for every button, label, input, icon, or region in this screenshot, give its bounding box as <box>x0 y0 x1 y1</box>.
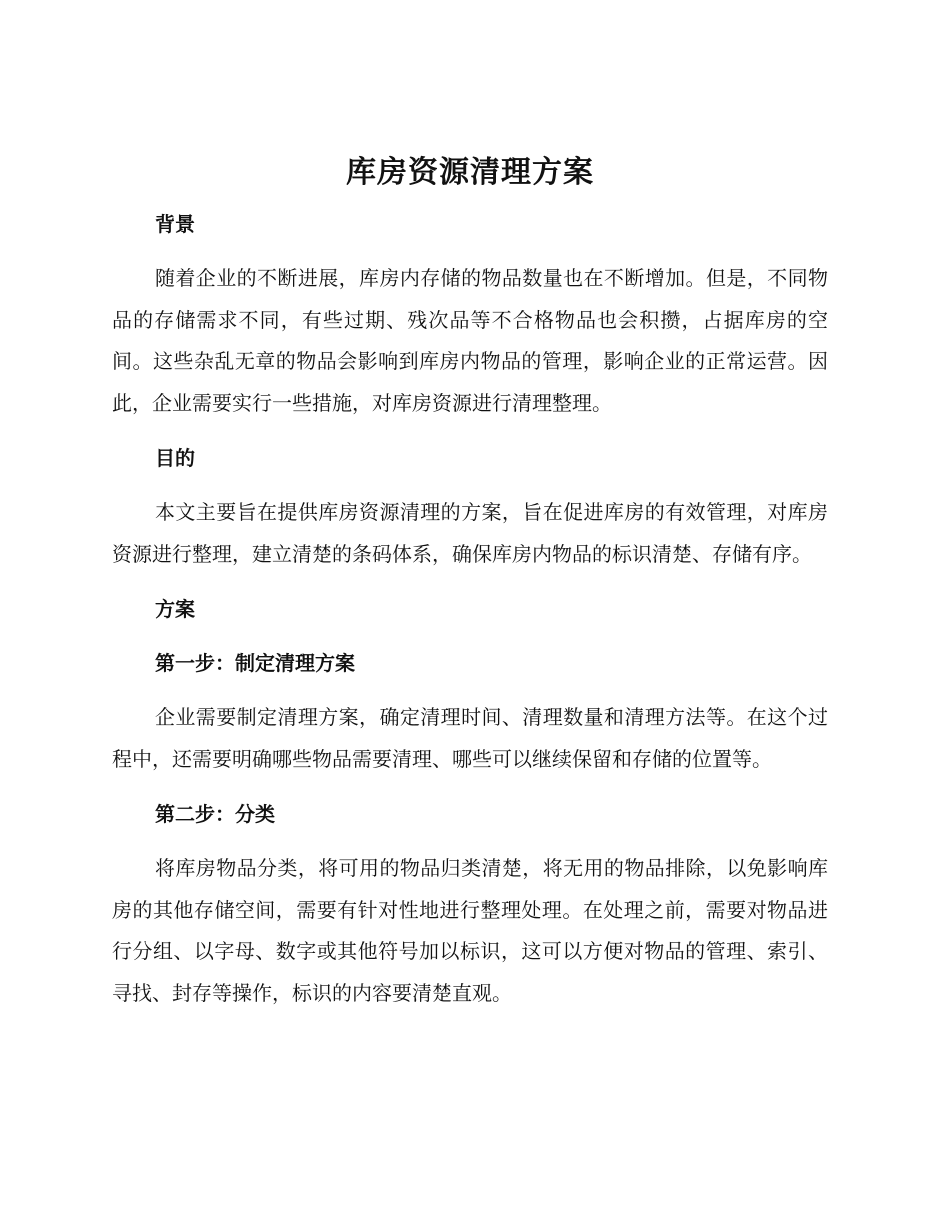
section-heading-step-one: 第一步：制定清理方案 <box>155 651 355 675</box>
spacer <box>112 244 828 258</box>
section-heading-step-two: 第二步：分类 <box>155 802 275 826</box>
section-heading-background: 背景 <box>155 212 195 236</box>
spacer <box>112 629 828 643</box>
section-body-background: 随着企业的不断进展，库房内存储的物品数量也在不断增加。但是，不同物品的存储需求不同，有些过期、残次品等不合格物品也会积攒，占据库房的空间。这些杂乱无章的物品会影响到库房内物品的管理，影响企业的正常运营。因此，企业需要实行一些措施，对库房资源进行清理整理。 <box>112 266 828 415</box>
spacer <box>112 683 828 697</box>
spacer <box>112 780 828 794</box>
spacer <box>112 424 828 438</box>
spacer <box>112 478 828 492</box>
section-body-purpose: 本文主要旨在提供库房资源清理的方案，旨在促进库房的有效管理，对库房资源进行整理，建立清楚的条码体系，确保库房内物品的标识清楚、存储有序。 <box>112 500 828 566</box>
spacer <box>112 834 828 848</box>
spacer <box>112 575 828 589</box>
spacer <box>112 196 828 204</box>
section-heading-plan: 方案 <box>155 597 195 621</box>
document-page <box>112 150 828 1014</box>
section-body-step-one: 企业需要制定清理方案，确定清理时间、清理数量和清理方法等。在这个过程中，还需要明确哪些物品需要清理、哪些可以继续保留和存储的位置等。 <box>112 705 828 771</box>
section-body-step-two: 将库房物品分类，将可用的物品归类清楚，将无用的物品排除，以免影响库房的其他存储空间，需要有针对性地进行整理处理。在处理之前，需要对物品进行分组、以字母、数字或其他符号加以标识，这可以方便对物品的管理、索引、寻找、封存等操作，标识的内容要清楚直观。 <box>112 856 828 1005</box>
section-heading-purpose: 目的 <box>155 446 195 470</box>
document-title: 库房资源清理方案 <box>346 155 594 190</box>
